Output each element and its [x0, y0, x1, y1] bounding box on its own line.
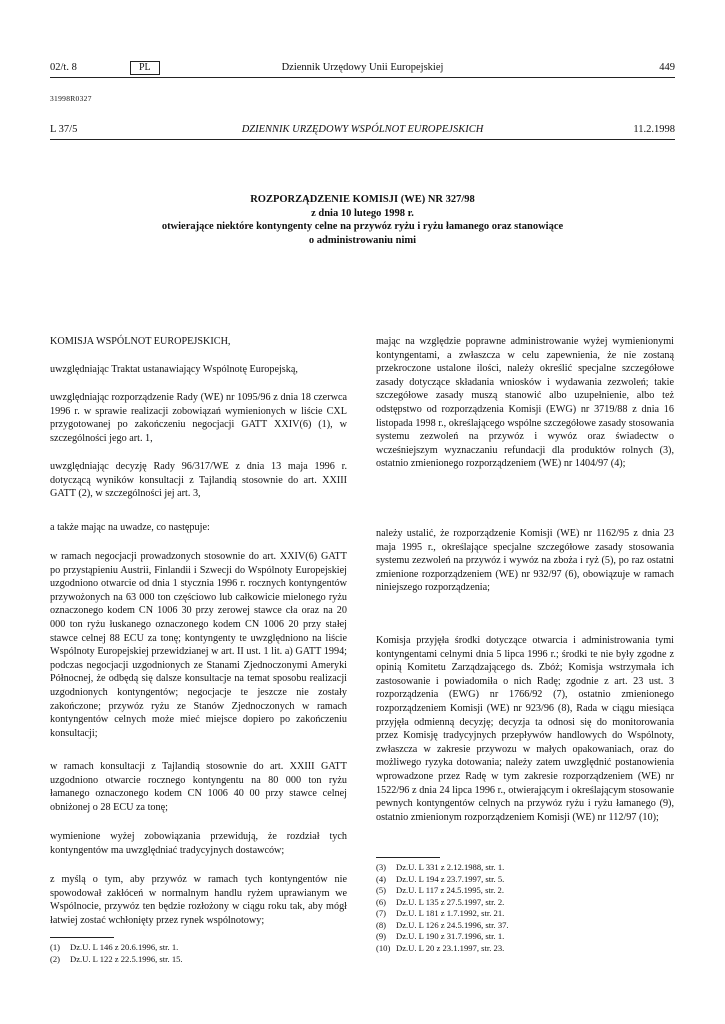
recital-paragraph: mając na względzie poprawne administrowanie wyżej wymienionymi kontyngentami, a zwłaszcza w celu zapewnienia, że nie zostaną przekroczone ustalone ilości, należy określić specjalne szczegółowe zasady dotyczące składania wniosków i wydawania zezwoleń; takie szczegółowe zasady muszą stanowić albo uzupełnienie, albo też odstępstwo od rozporządzenia Komisji (EWG) nr 3719/88 z dnia 16 listopada 1998 r., określającego wspólne szczegółowe zasady stosowania systemu zezwoleń na przywóz i wywóz oraz świadectw o wcześniejszym wyznaczaniu refundacji dla produktów rolnych (3), ostatnio zmienionego rozporządzeniem (WE) nr 1404/97 (4); — [376, 336, 674, 470]
footnote-text: Dz.U. L 126 z 24.5.1996, str. 37. — [396, 919, 509, 930]
recital-paragraph: z myślą o tym, aby przywóz w ramach tych kontyngentów nie spowodował zakłóceń w normalnym handlu ryżem uprawianym we Wspólnocie, przywóz ten będzie rozłożony w ciągu roku tak, aby mógł łatwiej zostać wchłonięty przez rynek wspólnotowy; — [50, 874, 347, 926]
footnote-text: Dz.U. L 146 z 20.6.1996, str. 1. — [70, 942, 179, 952]
footnote-text: Dz.U. L 117 z 24.5.1995, str. 2. — [396, 885, 504, 895]
footnote-number: (2) — [50, 953, 61, 964]
footnote — [50, 954, 347, 966]
recital-paragraph: a także mając na uwadze, co następuje: — [50, 522, 210, 533]
footnote — [376, 920, 674, 932]
footnote-number: (4) — [376, 873, 387, 884]
footnote — [376, 874, 674, 886]
left-footnotes — [50, 942, 347, 965]
footnote-text: Dz.U. L 122 z 22.5.1996, str. 15. — [70, 953, 183, 964]
footnote-number: (9) — [376, 931, 387, 941]
oj-reference: L 37/5 — [50, 124, 78, 135]
subheader-rule — [50, 139, 675, 140]
journal-title: Dziennik Urzędowy Unii Europejskiej — [281, 62, 444, 73]
header-rule — [50, 77, 675, 78]
title-line-2: z dnia 10 lutego 1998 r. — [311, 207, 414, 219]
footnote-number: (8) — [376, 919, 387, 930]
recital-paragraph: należy ustalić, że rozporządzenie Komisji (WE) nr 1162/95 z dnia 23 maja 1995 r., określające specjalne szczegółowe zasady stosowania systemu zezwoleń na przywóz i wywóz na zboża i ryż (5), po raz ostatni zmienione rozporządzeniem (WE) nr 932/97 (6), obowiązuje w ramach niniejszego rozporządzenia; — [376, 528, 674, 594]
footnote — [376, 862, 674, 874]
right-footnotes — [376, 862, 674, 954]
footnote-rule — [50, 937, 114, 938]
footnote-number: (5) — [376, 885, 387, 895]
regulation-title — [50, 193, 675, 247]
footnote-number: (7) — [376, 908, 387, 918]
footnote — [376, 931, 674, 943]
recital-paragraph: w ramach konsultacji z Tajlandią stosownie do art. XXIII GATT uzgodniono otwarcie rocznego kontyngentu na 80 000 ton ryżu łamanego oznaczonego kodem CN 1006 40 00 przy stawce celnej obniżonej o 28 ECU za tonę; — [50, 761, 347, 813]
title-line-1: ROZPORZĄDZENIE KOMISJI (WE) NR 327/98 — [250, 194, 475, 205]
celex-number: 31998R0327 — [50, 94, 92, 103]
recital-paragraph: wymienione wyżej zobowiązania przewidują, że rozdział tych kontyngentów ma uwzględniać tradycyjnych dostawców; — [50, 831, 347, 856]
footnote — [50, 942, 347, 954]
recital-paragraph: w ramach negocjacji prowadzonych stosownie do art. XXIV(6) GATT po przystąpieniu Austrii, Finlandii i Szwecji do Wspólnoty Europejskiej uzgodniono otwarcie od dnia 1 stycznia 1996 r. rocznych kontyngentów przywożonych na 63 000 ton częściowo lub całkowicie mielonego ryżu oznaczonego kodem CN 1006 30 przy zerowej stawce cła oraz na 20 000 ton ryżu łuskanego oznaczonego kodem CN 1006 20 przy stałej stawce celnej 88 ECU za tonę; kontyngenty te uwzględniono na liście Wspólnoty Europejskiej przewidzianej w art. II ust. 1 lit. a) GATT 1994; podczas negocjacji uzgodnionych ze Stanami Zjednoczonymi Ameryki Północnej, że odbędą się dalsze konsultacje na temat sposobu realizacji uzgodnionych kontyngentów; negocjacje te jeszcze nie zostały zakończone; przywóz ryżu ze Stanów Zjednoczonych w ramach kontyngentów celnych może mieć miejsce dopiero po zakończeniu konsultacji; — [50, 551, 347, 739]
recital-paragraph: uwzględniając Traktat ustanawiający Wspólnotę Europejską, — [50, 364, 298, 375]
footnote-number: (6) — [376, 896, 387, 907]
volume-number: 02/t. 8 — [50, 62, 77, 73]
footnote-text: Dz.U. L 190 z 31.7.1996, str. 1. — [396, 931, 505, 941]
footnote-text: Dz.U. L 181 z 1.7.1992, str. 21. — [396, 908, 505, 918]
recital-paragraph: Komisja przyjęła środki dotyczące otwarcia i administrowania tymi kontyngentami celnymi dnia 5 lipca 1996 r.; środki te nie były zgodne z opinią Komitetu Zarządzającego ds. Zbóż; Komisja wstrzymała ich zastosowanie i powiadomiła o nich Radę; zgodnie z art. 23 ust. 3 rozporządzenia (EWG) nr 1766/92 (7), ostatnio zmienionego rozporządzeniem Komisji (WE) nr 923/96 (8), Rada w ciągu miesiąca przyjęła odmienną decyzję; decyzja ta odnosi się do monitorowania przez Komisję tradycyjnych przepływów handlowych do Wspólnoty, zwłaszcza w zakresie przywozu w małych opakowaniach, oraz do możliwego ryzyka dotowania; należy zatem uwzględnić postanowienia wprowadzone przez Radę w tym zakresie rozporządzeniem (WE) nr 1522/96 z dnia 24 lipca 1996 r., otwierającym i określającym stosowanie pewnych kontyngentów celnych na przywóz ryżu i ryżu łamanego (9), ostatnio zmienionym rozporządzeniem Komisji (WE) nr 112/97 (10); — [376, 635, 674, 823]
recital-paragraph: uwzględniając rozporządzenie Rady (WE) nr 1095/96 z dnia 18 czerwca 1996 r. w sprawie realizacji zobowiązań wymienionych w liście CXL przygotowanej po zakończeniu negocjacji GATT XXIV(6) (1), w szczególności jego art. 1, — [50, 392, 347, 444]
title-line-3: otwierające niektóre kontyngenty celne na przywóz ryżu i ryżu łamanego oraz stanowiące — [161, 221, 564, 232]
title-line-4: o administrowaniu nimi — [308, 234, 417, 246]
footnote-text: Dz.U. L 20 z 23.1.1997, str. 23. — [396, 942, 505, 953]
recital-paragraph: uwzględniając decyzję Rady 96/317/WE z dnia 13 maja 1996 r. dotyczącą wyników konsultacji z Tajlandią stosownie do art. XXIII GATT (2), w szczególności jej art. 3, — [50, 461, 347, 500]
footnote — [376, 885, 674, 897]
footnote-text: Dz.U. L 194 z 23.7.1997, str. 5. — [396, 873, 505, 884]
footnote-number: (1) — [50, 942, 61, 952]
footnote — [376, 897, 674, 909]
oj-journal-title: DZIENNIK URZĘDOWY WSPÓLNOT EUROPEJSKICH — [241, 124, 484, 135]
page-number: 449 — [659, 62, 675, 73]
footnote-text: Dz.U. L 135 z 27.5.1997, str. 2. — [396, 896, 505, 907]
recital-paragraph: KOMISJA WSPÓLNOT EUROPEJSKICH, — [50, 336, 231, 347]
footnote-text: Dz.U. L 331 z 2.12.1988, str. 1. — [396, 862, 505, 872]
footnote-rule — [376, 857, 440, 858]
footnote-number: (3) — [376, 862, 387, 872]
footnote — [376, 908, 674, 920]
oj-date: 11.2.1998 — [633, 124, 675, 135]
language-badge: PL — [130, 61, 160, 75]
footnote — [376, 943, 674, 955]
footnote-number: (10) — [376, 942, 391, 953]
